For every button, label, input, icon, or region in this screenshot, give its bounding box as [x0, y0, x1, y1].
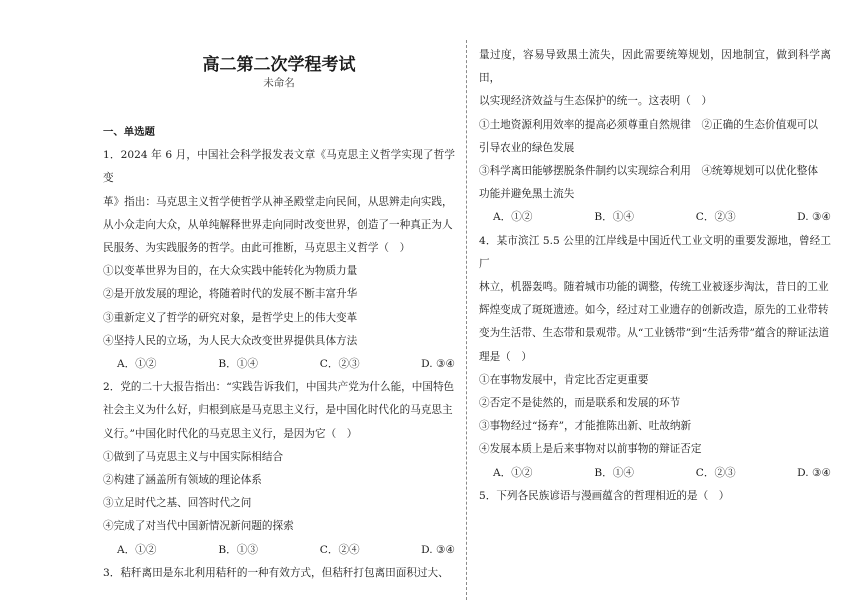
answer-option: A．①② — [117, 358, 157, 371]
answer-option: C．②④ — [319, 543, 360, 556]
text-line: ②是开放发展的理论，将随着时代的发展不断丰富升华 — [103, 288, 358, 301]
answer-option: D. ③④ — [421, 543, 455, 556]
text-line: ③科学离田能够摆脱条件制约以实现综合利用 ④统筹规划可以优化整体 — [479, 165, 818, 178]
page-title: 高二第二次学程考试 — [202, 55, 356, 75]
answer-options — [103, 539, 455, 562]
answer-option: C．②③ — [319, 358, 360, 371]
answer-option: B．①③ — [218, 543, 258, 556]
text-line: 量过度，容易导致黑土流失，因此需要统筹规划，因地制宜，做到科学离田， — [479, 49, 831, 85]
answer-option: B．①④ — [218, 358, 258, 371]
answer-option: B．①④ — [594, 211, 634, 224]
text-line: 变为生活带、生态带和景观带。从“工业锈带”到“生活秀带”蕴含的辩证法道 — [479, 327, 830, 340]
text-line: ③事物经过“扬弃”，才能推陈出新、吐故纳新 — [479, 420, 692, 433]
text-line: ③立足时代之基、回答时代之问 — [103, 497, 252, 510]
answer-option: C．②③ — [695, 466, 736, 479]
page-subtitle: 未命名 — [263, 77, 295, 89]
text-line: ④坚持人民的立场，为人民大众改变世界提供具体方法 — [103, 334, 358, 347]
text-line: ①做到了马克思主义与中国实际相结合 — [103, 450, 284, 463]
text-line: 革》指出：马克思主义哲学使哲学从神圣殿堂走向民间，从思辨走向实践， — [103, 195, 453, 208]
text-line: ①在事物发展中，肯定比否定更重要 — [479, 373, 649, 386]
text-line: ②否定不是徒然的，而是联系和发展的环节 — [479, 397, 681, 410]
answer-option: A．①② — [117, 543, 157, 556]
text-line: ①土地资源利用效率的提高必须尊重自然规律 ②正确的生态价值观可以 — [479, 118, 818, 131]
text-line: 4．某市滨江 5.5 公里的江岸线是中国近代工业文明的重要发源地，曾经工厂 — [479, 234, 831, 270]
answer-option: D. ③④ — [797, 466, 831, 479]
text-line: 功能并避免黑土流失 — [479, 188, 575, 201]
answer-option: C．②③ — [695, 211, 736, 224]
text-line: ④完成了对当代中国新情况新问题的探索 — [103, 520, 294, 533]
text-line: 1．2024 年 6 月，中国社会科学报发表文章《马克思主义哲学实现了哲学变 — [103, 149, 455, 185]
section-heading: 一、单选题 — [103, 126, 155, 138]
answer-option: D. ③④ — [421, 358, 455, 371]
text-line: 引导农业的绿色发展 — [479, 141, 575, 154]
text-line: 辉煌变成了斑斑遗迹。如今，经过对工业遗存的创新改造，原先的工业带转 — [479, 304, 829, 317]
text-line: 2．党的二十大报告指出：“实践告诉我们，中国共产党为什么能，中国特色 — [103, 381, 455, 394]
text-line: 社会主义为什么好，归根到底是马克思主义行，是中国化时代化的马克思主 — [103, 404, 453, 417]
text-line: 义行。”中国化时代化的马克思主义行，是因为它（ ） — [103, 427, 358, 440]
text-line: 从小众走向大众，从单纯解释世界走向同时改变世界，创造了一种真正为人 — [103, 218, 453, 231]
column-divider — [466, 40, 467, 600]
right-column — [479, 44, 831, 508]
text-line: 理是（ ） — [479, 350, 532, 363]
answer-options — [103, 353, 455, 376]
answer-options — [479, 206, 831, 229]
answer-option: A．①② — [493, 211, 533, 224]
text-line: 林立，机器轰鸣。随着城市功能的调整，传统工业被逐步淘汰，昔日的工业 — [479, 281, 829, 294]
text-line: ④发展本质上是后来事物对以前事物的辩证否定 — [479, 443, 702, 456]
answer-options — [479, 462, 831, 485]
text-line: 5．下列各民族谚语与漫画蕴含的哲理相近的是（ ） — [479, 489, 730, 502]
text-line: ③重新定义了哲学的研究对象，是哲学史上的伟大变革 — [103, 311, 358, 324]
text-line: 民服务、为实践服务的哲学。由此可推断，马克思主义哲学（ ） — [103, 242, 411, 255]
answer-option: A．①② — [493, 466, 533, 479]
answer-option: B．①④ — [594, 466, 634, 479]
answer-option: D. ③④ — [797, 211, 831, 224]
text-line: 3．秸秆离田是东北利用秸秆的一种有效方式，但秸秆打包离田面积过大、 — [103, 566, 449, 579]
left-column — [103, 121, 455, 585]
text-line: ①以变革世界为目的，在大众实践中能转化为物质力量 — [103, 265, 358, 278]
text-line: 以实现经济效益与生态保护的统一。这表明（ ） — [479, 95, 713, 108]
text-line: ②构建了涵盖所有领域的理论体系 — [103, 474, 262, 487]
